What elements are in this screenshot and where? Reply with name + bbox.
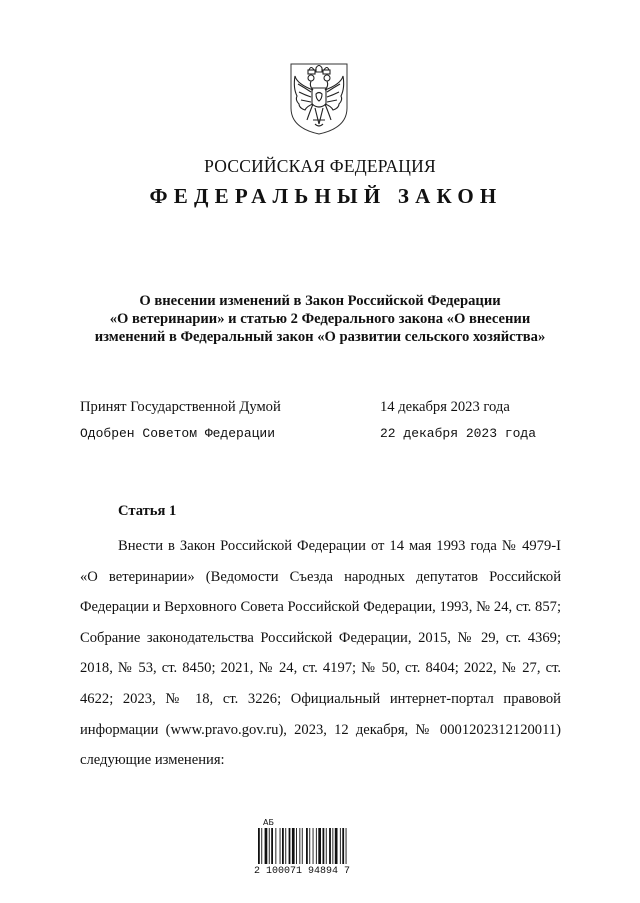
- adoption-date: 14 декабря 2023 года: [380, 399, 510, 415]
- barcode-mark: АБ: [263, 818, 274, 827]
- document-type: ФЕДЕРАЛЬНЫЙ ЗАКОН: [149, 184, 503, 208]
- adoption-label: Принят Государственной Думой: [80, 399, 281, 415]
- coat-of-arms-icon: [287, 62, 351, 136]
- law-title: [60, 292, 580, 346]
- country-name: РОССИЙСКАЯ ФЕДЕРАЦИЯ: [204, 156, 436, 176]
- article-body: [80, 531, 561, 776]
- barcode-bars-icon: [256, 828, 360, 864]
- article-heading: Статья 1: [118, 503, 177, 519]
- law-title-line: «О ветеринарии» и статью 2 Федерального закона «О внесении: [109, 311, 531, 327]
- article-paragraph: Внести в Закон Российской Федерации от 14 мая 1993 года № 4979-I «О ветеринарии» (Ведомости Съезда народных депутатов Российской Федерации и Верховного Совета Российской Федерации, 1993, № 24, ст. 857; Собрание законодательства Российской Федерации, 2015, № 29, ст. 4369; 2018, № 53, ст. 8450; 2021, № 24, ст. 4197; № 50, ст. 8404; 2022, № 27, ст. 4622; 2023, № 18, ст. 3226; Официальный интернет-портал правовой информации (www.pravo.gov.ru), 2023, 12 декабря, № 0001202312120011) следующие изменения:: [80, 538, 561, 769]
- adoption-label: Одобрен Советом Федерации: [80, 426, 276, 441]
- barcode-number: 2 100071 94894 7: [254, 866, 351, 877]
- law-title-line: изменений в Федеральный закон «О развитии сельского хозяйства»: [94, 329, 546, 345]
- adoption-date: 22 декабря 2023 года: [380, 426, 537, 441]
- law-title-line: О внесении изменений в Закон Российской Федерации: [139, 293, 501, 309]
